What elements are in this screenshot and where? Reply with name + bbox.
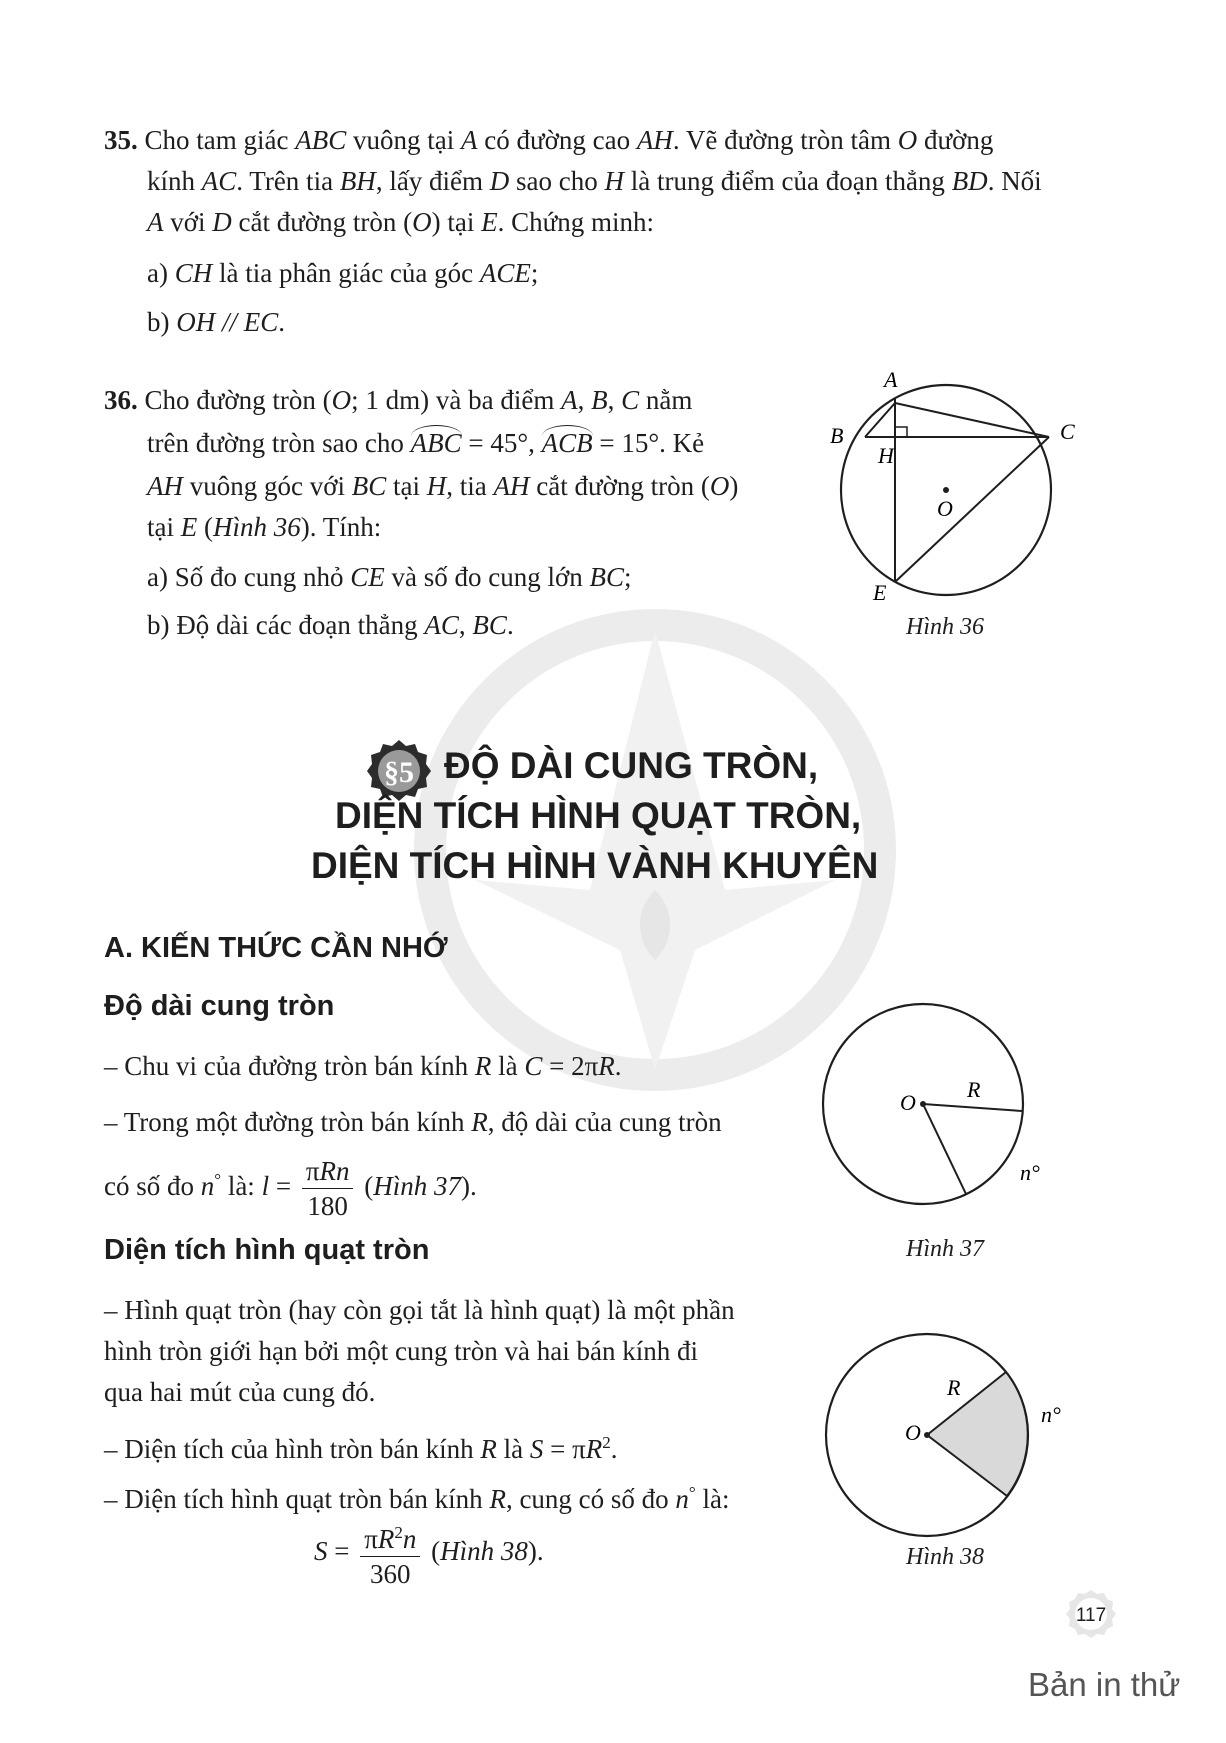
center-dot [920,1101,926,1107]
center-dot [943,487,949,493]
figure-38 [815,1315,1075,1555]
radius-2 [923,1104,966,1194]
figure-36-caption: Hình 36 [906,614,984,640]
radius-1 [923,1104,1022,1111]
sector-area-p3: qua hai mút của cung đó. [104,1377,376,1407]
sector-area-p1: – Hình quạt tròn (hay còn gọi tắt là hình quạt) là một phần [104,1295,735,1325]
sector-area-formula: S = $\frac{\pi R^2n}{360}$ (Hình 38). [314,1511,544,1591]
svg-text:H: H [878,443,894,468]
problem-36-item-a: a) Số đo cung nhỏ CE và số đo cung lớn BC; [147,562,632,592]
draft-watermark-text: Bản in thử [1028,1666,1181,1703]
sector-area-p4: – Diện tích của hình tròn bán kính R là $S = \pi R^2$. [104,1433,618,1464]
sector-area-heading: Diện tích hình quạt tròn [104,1234,430,1266]
problem-35-line-1: 35. Cho tam giác ABC vuông tại A có đường cao AH. Vẽ đường tròn tâm O đường [104,125,994,155]
svg-text:E: E [873,580,887,605]
svg-text:n°: n° [1020,1160,1040,1185]
sector-area-p5: – Diện tích hình quạt tròn bán kính R, cung có số đo n° là: [104,1483,730,1514]
figure-37 [820,1000,1080,1220]
arc-length-p2: – Trong một đường tròn bán kính R, độ dài của cung tròn [104,1107,722,1137]
right-angle-mark [895,427,907,437]
svg-text:A: A [884,367,898,392]
svg-text:R: R [947,1375,961,1400]
arc-abc: ABC [411,423,462,463]
section-title-line-2: DIỆN TÍCH HÌNH QUẠT TRÒN, [335,795,862,836]
svg-text:117: 117 [1075,1605,1107,1626]
problem-36-item-b: b) Độ dài các đoạn thẳng AC, BC. [147,610,514,640]
figure-36 [820,365,1080,625]
sector-area-p2: hình tròn giới hạn bởi một cung tròn và hai bán kính đi [104,1336,698,1366]
arc-length-fraction: $\frac{\text{πRn}}{180}$ [302,1154,354,1223]
segment-ec [895,437,1049,582]
svg-text:O: O [900,1090,916,1115]
problem-35-line-2: kính AC. Trên tia BH, lấy điểm D sao cho H là trung điểm của đoạn thẳng BD. Nối [147,166,1042,196]
problem-36-line-4: tại E (Hình 36). Tính: [147,512,382,542]
sector-area-fraction: $\frac{\pi R^2n}{360}$ [360,1516,420,1591]
svg-text:R: R [967,1077,981,1102]
page-number-badge [1065,1588,1117,1640]
section-title-line-3: DIỆN TÍCH HÌNH VÀNH KHUYÊN [311,845,879,886]
arc-acb: ACB [542,423,593,463]
problem-36-number: 36. [104,385,138,415]
arc-length-heading: Độ dài cung tròn [104,990,335,1022]
svg-text:C: C [1060,419,1075,444]
arc-length-p1: – Chu vi của đường tròn bán kính R là C = 2πR. [104,1051,622,1081]
sector [927,1372,1028,1496]
problem-35-item-a: a) CH là tia phân giác của góc ACE; [147,258,539,288]
problem-36-line-2: trên đường tròn sao cho ABC = 45°, ACB = 15°. Kẻ [147,423,704,463]
center-dot [924,1432,930,1438]
section-title-line-1: ĐỘ DÀI CUNG TRÒN, [444,745,819,786]
problem-36-line-1: 36. Cho đường tròn (O; 1 dm) và ba điểm A, B, C nằm [104,385,693,415]
svg-text:O: O [905,1420,921,1445]
section-badge [366,738,432,802]
svg-text:O: O [937,496,953,521]
problem-35-line-3: A với D cắt đường tròn (O) tại E. Chứng minh: [147,207,655,237]
svg-text:n°: n° [1041,1402,1061,1427]
figure-38-caption: Hình 38 [906,1544,984,1570]
problem-36-line-3: AH vuông góc với BC tại H, tia AH cắt đường tròn (O) [147,471,739,501]
figure-37-caption: Hình 37 [906,1236,984,1262]
arc-length-formula: có số đo n° là: l = $\frac{\text{πRn}}{180}$ (Hình 37). [104,1156,477,1222]
part-a-heading: A. KIẾN THỨC CẦN NHỚ [104,932,448,964]
svg-text:B: B [830,423,844,448]
svg-text:§5: §5 [384,756,414,789]
problem-35-number: 35. [104,125,138,155]
segment-ac [895,403,1049,437]
problem-35-item-b: b) OH // EC. [147,307,286,337]
